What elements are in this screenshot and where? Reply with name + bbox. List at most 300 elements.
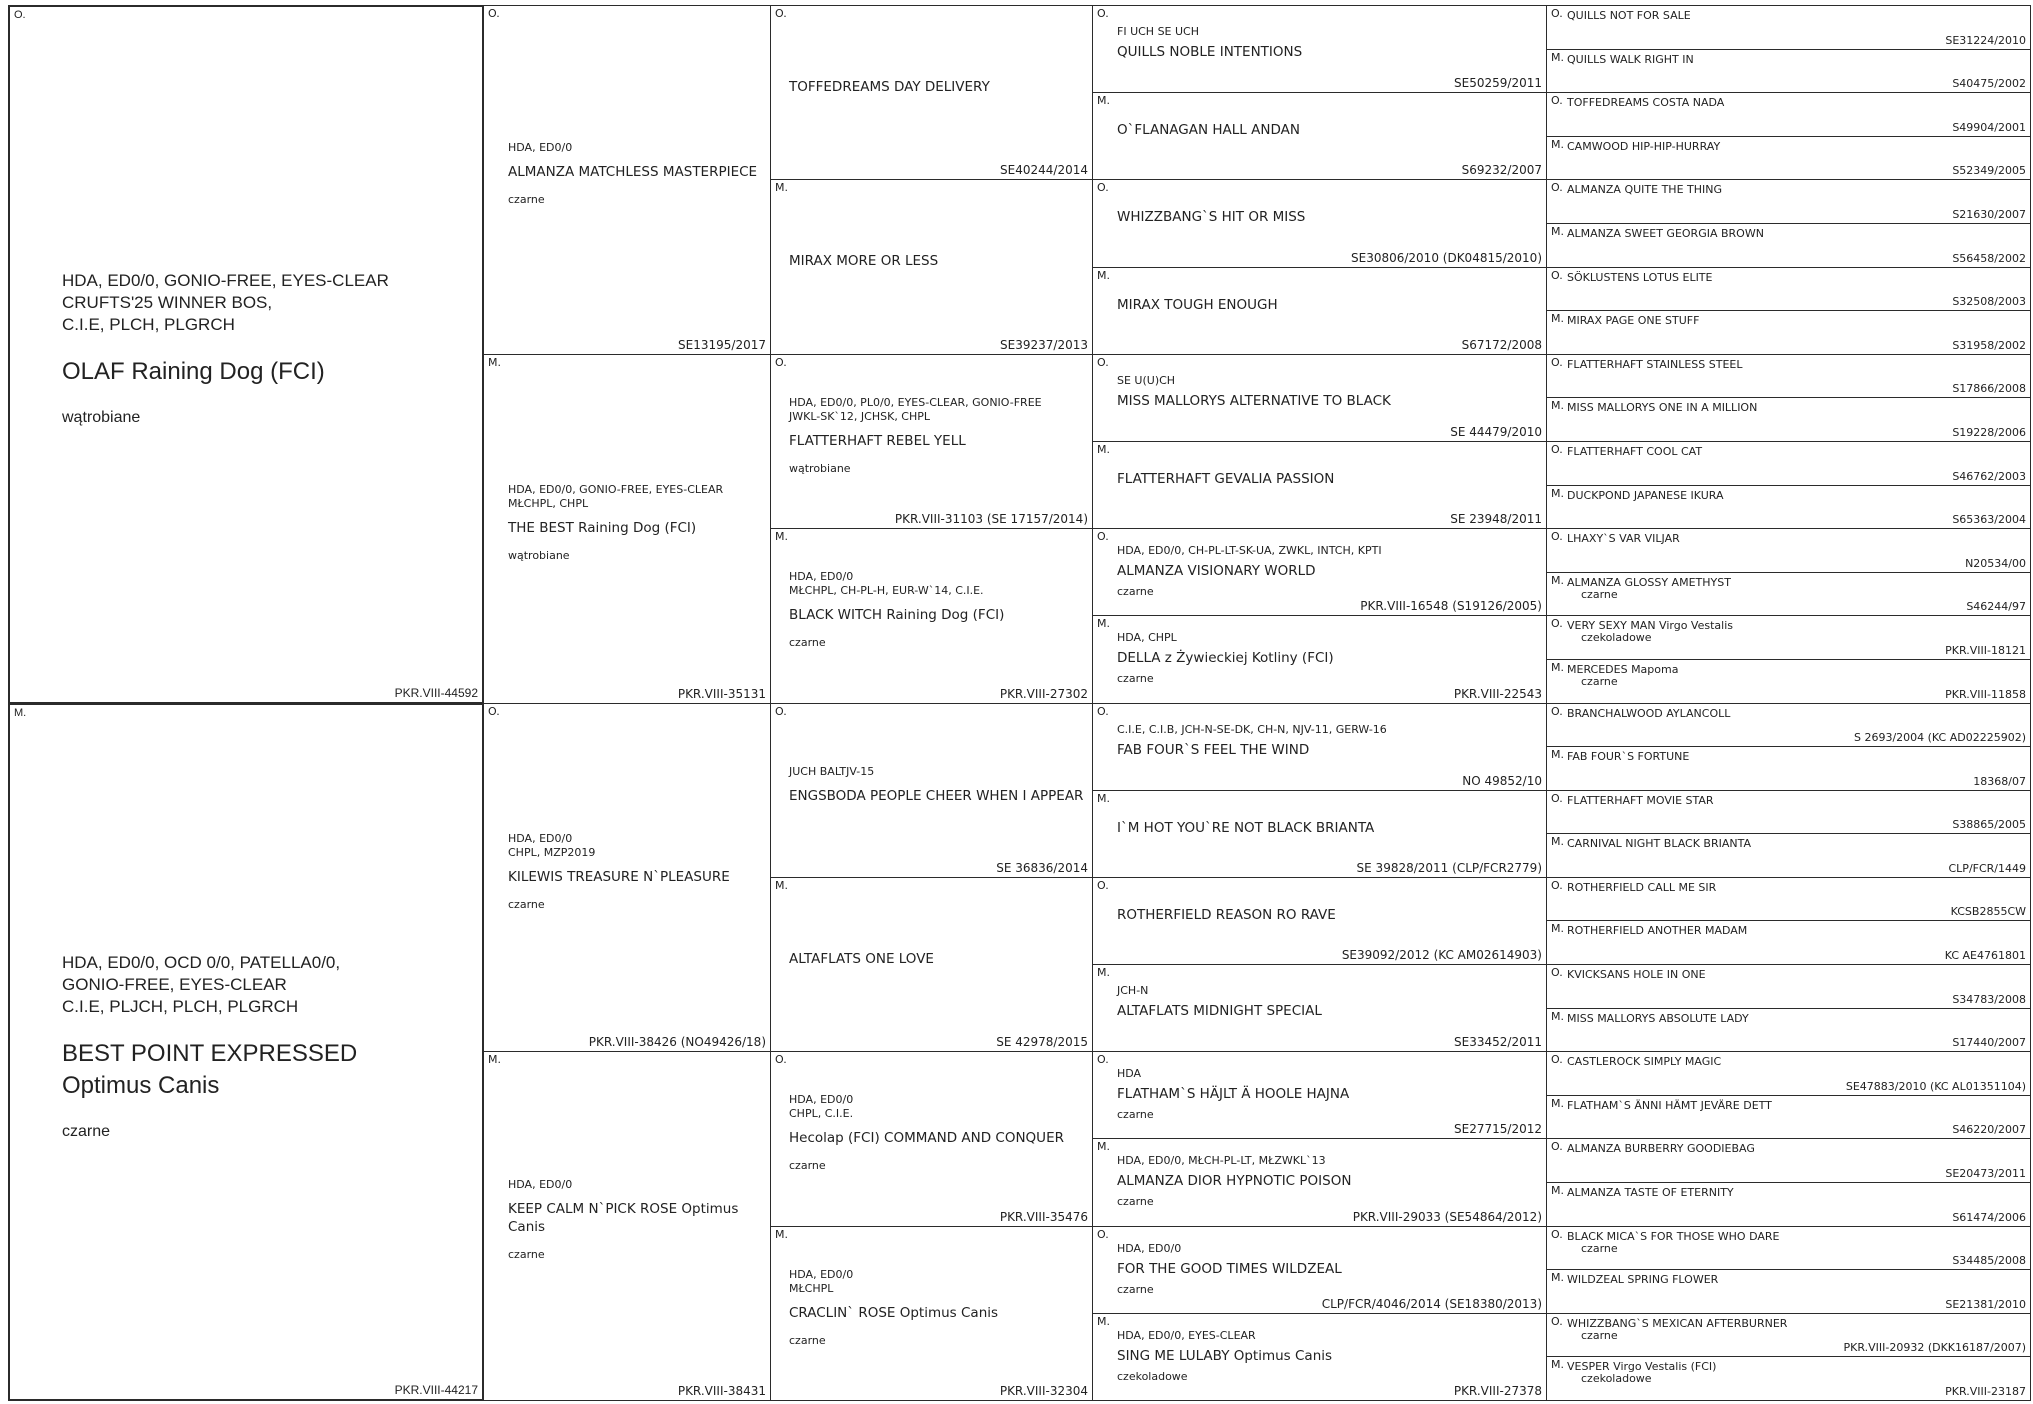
dog-info: [1567, 1012, 2024, 1025]
name-line: BEST POINT EXPRESSED: [62, 1039, 358, 1067]
name-line: SING ME LULABY Optimus Canis: [1117, 1347, 1333, 1364]
pedigree-cell-gen3: [770, 703, 1093, 878]
titles: [1117, 723, 1540, 737]
dog-info: [1117, 470, 1540, 488]
sex-marker: O.: [1097, 181, 1109, 195]
dog-info: [789, 1268, 1086, 1348]
sex-marker: O.: [775, 704, 787, 718]
title-line: FI UCH SE UCH: [1117, 25, 1200, 38]
registration-number: S19228/2006: [1952, 425, 2026, 439]
registration-number: SE31224/2010: [1945, 33, 2026, 47]
sex-marker: M.: [1551, 1096, 1564, 1110]
pedigree-cell-gen5: [1546, 615, 2031, 660]
dog-name: [1117, 208, 1540, 226]
coat-color: wątrobiane: [508, 548, 570, 562]
dog-name: VESPER Virgo Vestalis (FCI): [1567, 1360, 1717, 1374]
name-line: WHIZZBANG`S HIT OR MISS: [1117, 209, 1306, 226]
dog-info: [1117, 544, 1540, 599]
dog-info: [1117, 25, 1540, 61]
dog-info: [1117, 1154, 1540, 1209]
title-line: HDA, ED0/0, GONIO-FREE, EYES-CLEAR: [508, 482, 724, 496]
sex-marker: M.: [1097, 442, 1110, 456]
pedigree-cell-gen5: [1546, 1269, 2031, 1314]
pedigree-table: [8, 5, 2030, 1400]
pedigree-cell-gen5: [1546, 877, 2031, 922]
pedigree-cell-gen3: [770, 1051, 1093, 1226]
sex-marker: M.: [1551, 835, 1564, 849]
dog-info: [1567, 140, 2024, 153]
dog-name: [508, 1200, 764, 1236]
title-line: HDA, ED0/0, OCD 0/0, PATELLA0/0,: [62, 952, 341, 972]
titles: [1117, 1154, 1540, 1168]
title-line: HDA, ED0/0: [789, 1093, 854, 1107]
name-line: ALTAFLATS MIDNIGHT SPECIAL: [1117, 1003, 1322, 1020]
sex-marker: O.: [775, 1053, 787, 1067]
registration-number: S38865/2005: [1952, 818, 2026, 832]
registration-number: SE 36836/2014: [996, 860, 1088, 875]
dog-info: [789, 570, 1086, 650]
spacer: [789, 424, 1086, 432]
sex-marker: O.: [1551, 355, 1563, 369]
coat-color: wątrobiane: [62, 409, 141, 426]
title-line: HDA, ED0/0, GONIO-FREE, EYES-CLEAR: [62, 271, 389, 290]
dog-info: [62, 270, 476, 428]
dog-info: [1117, 1242, 1540, 1297]
registration-number: N20534/00: [1965, 556, 2026, 570]
title-line: HDA, ED0/0: [789, 570, 854, 584]
title-line: HDA, ED0/0: [508, 831, 573, 845]
dog-info: [1567, 271, 2024, 284]
sex-marker: O.: [1097, 355, 1109, 369]
registration-number: S67172/2008: [1461, 337, 1542, 352]
dog-info: [789, 252, 1086, 270]
name-line: FLATHAM`S HÄJLT Ä HOOLE HAJNA: [1117, 1086, 1350, 1103]
sex-marker: M.: [1097, 617, 1110, 631]
dog-name: ALMANZA BURBERRY GOODIEBAG: [1567, 1142, 1755, 1156]
dog-name: CASTLEROCK SIMPLY MAGIC: [1567, 1055, 1722, 1069]
registration-number: SE33452/2011: [1454, 1035, 1542, 1050]
dog-name: MISS MALLORYS ABSOLUTE LADY: [1567, 1011, 1749, 1025]
registration-number: PKR.VIII-31103 (SE 17157/2014): [894, 512, 1088, 527]
dog-info: [1117, 374, 1540, 410]
sex-marker: O.: [1551, 1227, 1563, 1241]
registration-number: PKR.VIII-27378: [1453, 1384, 1542, 1398]
dog-info: [1567, 227, 2024, 240]
pedigree-cell-gen4: [1092, 703, 1547, 791]
spacer: [62, 388, 476, 408]
spacer: [789, 598, 1086, 606]
dog-name: ROTHERFIELD ANOTHER MADAM: [1567, 924, 1748, 938]
dog-name: BRANCHALWOOD AYLANCOLL: [1567, 706, 1731, 720]
dog-name: KVICKSANS HOLE IN ONE: [1567, 968, 1706, 982]
dog-name: FLATTERHAFT MOVIE STAR: [1567, 793, 1714, 807]
sex-marker: O.: [1551, 878, 1563, 892]
coat-color: czarne: [1581, 1328, 1618, 1342]
dog-info: [1117, 906, 1540, 924]
dog-info: [789, 765, 1086, 805]
coat-color: czarne: [789, 636, 826, 650]
dog-info: [1567, 53, 2024, 66]
name-line: CRACLIN` ROSE Optimus Canis: [789, 1304, 999, 1321]
sex-marker: M.: [1551, 399, 1564, 413]
titles: [789, 396, 1086, 424]
sex-marker: M.: [1551, 486, 1564, 500]
dog-name: [789, 1304, 1086, 1322]
title-line: C.I.E, C.I.B, JCH-N-SE-DK, CH-N, NJV-11, GERW-16: [1117, 722, 1387, 736]
title-line: C.I.E, PLCH, PLGRCH: [62, 315, 235, 334]
registration-number: PKR.VIII-44217: [394, 1383, 478, 1397]
dog-name: ROTHERFIELD CALL ME SIR: [1567, 880, 1717, 894]
sex-marker: M.: [488, 1053, 501, 1067]
name-line: O`FLANAGAN HALL ANDAN: [1117, 122, 1300, 139]
title-line: HDA, ED0/0: [1117, 1241, 1182, 1255]
dog-info: [1117, 984, 1540, 1020]
spacer: [508, 181, 764, 193]
pedigree-cell-gen5: [1546, 703, 2031, 748]
titles: [1117, 631, 1540, 645]
registration-number: PKR.VIII-38431: [677, 1384, 766, 1398]
pedigree-cell-gen3: [770, 877, 1093, 1052]
registration-number: S69232/2007: [1461, 163, 1542, 178]
pedigree-cell-gen5: [1546, 179, 2031, 224]
dog-name: MERCEDES Mapoma: [1567, 662, 1679, 676]
dog-name: DUCKPOND JAPANESE IKURA: [1567, 488, 1724, 502]
dog-name: [1117, 1172, 1540, 1190]
title-line: HDA, ED0/0, EYES-CLEAR: [1117, 1328, 1256, 1342]
dog-name: [1117, 296, 1540, 314]
registration-number: SE 39828/2011 (CLP/FCR2779): [1356, 860, 1542, 875]
registration-number: PKR.VIII-38426 (NO49426/18): [588, 1035, 766, 1050]
registration-number: S46244/97: [1966, 600, 2026, 614]
dog-name: [1117, 470, 1540, 488]
coat-color: wątrobiane: [789, 461, 851, 475]
registration-number: S31958/2002: [1952, 338, 2026, 352]
sex-marker: M.: [1097, 1140, 1110, 1154]
dog-info: [1567, 1186, 2024, 1199]
name-line: THE BEST Raining Dog (FCI): [508, 519, 697, 536]
spacer: [62, 1018, 476, 1038]
title-line: HDA, CHPL: [1117, 631, 1177, 645]
dog-name: [789, 252, 1086, 270]
registration-number: S61474/2006: [1952, 1210, 2026, 1224]
coat-color: czarne: [508, 897, 545, 911]
name-line: ALMANZA VISIONARY WORLD: [1117, 563, 1316, 580]
sex-marker: M.: [1551, 50, 1564, 64]
spacer: [789, 779, 1086, 787]
titles: [789, 765, 1086, 779]
dog-name: BLACK MICA`S FOR THOSE WHO DARE: [1567, 1229, 1780, 1243]
name-line: FLATTERHAFT REBEL YELL: [789, 432, 966, 449]
pedigree-cell-gen3: [770, 528, 1093, 703]
name-line: DELLA z Żywieckiej Kotliny (FCI): [1117, 650, 1334, 667]
dog-info: [1567, 1099, 2024, 1112]
registration-number: PKR.VIII-16548 (S19126/2005): [1360, 599, 1542, 614]
dog-info: [1117, 1329, 1540, 1384]
sex-marker: O.: [1097, 530, 1109, 544]
sex-marker: M.: [1551, 1009, 1564, 1023]
dog-name: [1117, 649, 1540, 667]
sex-marker: O.: [1551, 7, 1563, 20]
sex-marker: O.: [1551, 1314, 1563, 1328]
sex-marker: O.: [1097, 704, 1109, 718]
dog-name: ALMANZA QUITE THE THING: [1567, 183, 1722, 197]
pedigree-cell-gen5: [1546, 136, 2031, 181]
dog-info: [1567, 750, 2024, 763]
coat-color: czarne: [789, 1333, 826, 1347]
spacer: [62, 336, 476, 356]
title-line: CRUFTS'25 WINNER BOS,: [62, 293, 273, 312]
dog-name: [1117, 43, 1540, 61]
dog-info: [1117, 121, 1540, 139]
coat-color: czarne: [62, 1122, 111, 1140]
name-line: MIRAX TOUGH ENOUGH: [1117, 296, 1278, 313]
sex-marker: M.: [1551, 224, 1564, 238]
dog-name: TOFFEDREAMS COSTA NADA: [1567, 96, 1725, 110]
dog-info: [1567, 794, 2024, 807]
sex-marker: O.: [1097, 1053, 1109, 1067]
pedigree-cell-gen2: [483, 354, 771, 704]
pedigree-cell-gen5: [1546, 746, 2031, 791]
dog-info: [1567, 1273, 2024, 1286]
dog-info: [508, 1178, 764, 1262]
pedigree-cell-gen5: [1546, 1095, 2031, 1140]
registration-number: PKR.VIII-32304: [999, 1384, 1088, 1398]
dog-name: [1117, 1002, 1540, 1020]
dog-info: [1567, 576, 2024, 601]
dog-info: [1117, 1067, 1540, 1122]
dog-info: [1567, 9, 2024, 22]
spacer: [508, 537, 764, 549]
name-line: BLACK WITCH Raining Dog (FCI): [789, 607, 1005, 624]
registration-number: PKR.VIII-35476: [999, 1209, 1088, 1224]
registration-number: S21630/2007: [1952, 207, 2026, 221]
sex-marker: O.: [1097, 7, 1109, 20]
pedigree-cell-gen5: [1546, 310, 2031, 355]
dog-info: [1567, 707, 2024, 720]
dog-name: CAMWOOD HIP-HIP-HURRAY: [1567, 139, 1721, 153]
spacer: [508, 1236, 764, 1248]
name-line: OLAF Raining Dog (FCI): [62, 358, 325, 385]
pedigree-cell-gen4: [1092, 1226, 1547, 1314]
dog-name: [62, 1038, 476, 1102]
sex-marker: O.: [1551, 1053, 1563, 1067]
registration-number: S49904/2001: [1952, 120, 2026, 134]
sex-marker: M.: [1551, 748, 1564, 762]
dog-info: [1567, 96, 2024, 109]
dog-info: [1567, 401, 2024, 414]
dog-info: [1567, 1230, 2024, 1255]
title-line: MŁCHPL, CH-PL-H, EUR-W`14, C.I.E.: [789, 584, 984, 598]
dog-name: [1117, 562, 1540, 580]
pedigree-cell-gen5: [1546, 49, 2031, 94]
title-line: HDA, ED0/0, MŁCH-PL-LT, MŁZWKL`13: [1117, 1154, 1326, 1168]
pedigree-cell-gen5: [1546, 833, 2031, 878]
dog-name: [789, 950, 1086, 968]
pedigree-cell-gen5: [1546, 92, 2031, 137]
sex-marker: O.: [1551, 181, 1563, 195]
dog-name: MISS MALLORYS ONE IN A MILLION: [1567, 401, 1758, 415]
pedigree-cell-gen3: [770, 179, 1093, 354]
sex-marker: M.: [1551, 922, 1564, 936]
dog-info: [1117, 296, 1540, 314]
pedigree-cell-gen5: [1546, 790, 2031, 835]
dog-name: [1117, 392, 1540, 410]
pedigree-cell-gen2: [483, 5, 771, 355]
registration-number: SE39092/2012 (KC AM02614903): [1341, 948, 1542, 963]
coat-color: czarne: [1581, 1241, 1618, 1255]
sex-marker: M.: [1551, 660, 1564, 674]
pedigree-cell-gen2: [483, 703, 771, 1053]
spacer: [789, 624, 1086, 636]
titles: [1117, 1242, 1540, 1256]
registration-number: SE39237/2013: [1000, 337, 1088, 352]
titles: [508, 483, 764, 511]
sex-marker: O.: [1551, 530, 1563, 544]
titles: [789, 1268, 1086, 1296]
pedigree-cell-gen4: [1092, 179, 1547, 267]
pedigree-cell-gen5: [1546, 964, 2031, 1009]
title-line: JWKL-SK`12, JCHSK, CHPL: [789, 409, 931, 423]
pedigree-cell-gen2: [483, 1051, 771, 1401]
name-line: ENGSBODA PEOPLE CHEER WHEN I APPEAR: [789, 787, 1084, 804]
sex-marker: O.: [775, 7, 787, 20]
coat-color: czarne: [1117, 672, 1154, 686]
registration-number: PKR.VIII-11858: [1945, 687, 2026, 701]
name-line: Canis: [508, 1219, 546, 1236]
dog-name: [508, 163, 764, 181]
pedigree-cell-gen3: [770, 5, 1093, 180]
registration-number: S52349/2005: [1952, 164, 2026, 178]
dog-info: [1567, 532, 2024, 545]
sex-marker: O.: [1551, 966, 1563, 980]
sex-marker: M.: [1551, 1271, 1564, 1285]
registration-number: SE27715/2012: [1454, 1122, 1542, 1137]
pedigree-cell-gen4: [1092, 92, 1547, 180]
sex-marker: M.: [14, 706, 27, 719]
coat-color: czarne: [1581, 587, 1618, 601]
sex-marker: O.: [488, 7, 500, 20]
name-line: Hecolap (FCI) COMMAND AND CONQUER: [789, 1130, 1064, 1147]
name-line: ALTAFLATS ONE LOVE: [789, 950, 934, 967]
registration-number: SE 44479/2010: [1450, 424, 1542, 439]
dog-info: [508, 832, 764, 912]
registration-number: SE13195/2017: [678, 337, 766, 352]
sex-marker: O.: [1551, 268, 1563, 282]
dog-name: [1117, 1347, 1540, 1365]
coat-color: czarne: [1117, 585, 1154, 599]
dog-info: [1567, 881, 2024, 894]
pedigree-cell-gen4: [1092, 790, 1547, 878]
pedigree-cell-gen4: [1092, 354, 1547, 442]
sex-marker: O.: [1551, 791, 1563, 805]
sex-marker: M.: [775, 181, 788, 195]
dog-name: WHIZZBANG`S MEXICAN AFTERBURNER: [1567, 1316, 1788, 1330]
sex-marker: O.: [1551, 617, 1563, 631]
pedigree-cell-gen4: [1092, 615, 1547, 703]
spacer: [62, 1102, 476, 1122]
sex-marker: M.: [1097, 791, 1110, 805]
pedigree-cell-gen4: [1092, 1313, 1547, 1401]
pedigree-cell-gen5: [1546, 223, 2031, 268]
registration-number: PKR.VIII-44592: [394, 685, 478, 700]
titles: [1117, 984, 1540, 998]
pedigree-cell-gen5: [1546, 920, 2031, 965]
registration-number: S34485/2008: [1952, 1254, 2026, 1268]
registration-number: KCSB2855CW: [1950, 905, 2026, 919]
spacer: [789, 1296, 1086, 1304]
sex-marker: O.: [1551, 442, 1563, 456]
pedigree-cell-gen5: [1546, 267, 2031, 312]
dog-name: [789, 606, 1086, 624]
dog-info: [1567, 358, 2024, 371]
registration-number: S65363/2004: [1952, 513, 2026, 527]
sex-marker: O.: [1097, 878, 1109, 892]
name-line: ALMANZA DIOR HYPNOTIC POISON: [1117, 1173, 1352, 1190]
dog-name: [1117, 1085, 1540, 1103]
pedigree-cell-gen4: [1092, 267, 1547, 355]
pedigree-cell-gen4: [1092, 877, 1547, 965]
dog-info: [1567, 314, 2024, 327]
registration-number: CLP/FCR/4046/2014 (SE18380/2013): [1321, 1296, 1542, 1311]
pedigree-cell-gen5: [1546, 5, 2031, 50]
sex-marker: M.: [1551, 312, 1564, 326]
titles: [1117, 544, 1540, 558]
spacer: [789, 1121, 1086, 1129]
name-line: ALMANZA MATCHLESS MASTERPIECE: [508, 164, 758, 180]
name-line: MISS MALLORYS ALTERNATIVE TO BLACK: [1117, 392, 1391, 409]
coat-color: czarne: [508, 193, 545, 206]
name-line: QUILLS NOBLE INTENTIONS: [1117, 44, 1303, 60]
dog-info: [1117, 631, 1540, 686]
titles: [508, 832, 764, 860]
dog-name: [1117, 741, 1540, 759]
name-line: FAB FOUR`S FEEL THE WIND: [1117, 741, 1310, 758]
sex-marker: M.: [1097, 1314, 1110, 1328]
title-line: MŁCHPL: [789, 1281, 834, 1295]
pedigree-cell-gen5: [1546, 572, 2031, 617]
registration-number: PKR.VIII-35131: [677, 686, 766, 701]
registration-number: S56458/2002: [1952, 251, 2026, 265]
registration-number: S32508/2003: [1952, 295, 2026, 309]
dog-name: [508, 519, 764, 537]
pedigree-cell-gen5: [1546, 1008, 2031, 1053]
dog-name: ALMANZA GLOSSY AMETHYST: [1567, 575, 1731, 589]
sex-marker: O.: [1097, 1227, 1109, 1241]
coat-color: czarne: [508, 1248, 545, 1262]
title-line: HDA, ED0/0: [508, 141, 573, 154]
registration-number: S17440/2007: [1952, 1036, 2026, 1050]
titles: [789, 1093, 1086, 1121]
title-line: JCH-N: [1117, 984, 1149, 998]
dog-name: [789, 78, 1086, 96]
title-line: CHPL, MZP2019: [508, 845, 596, 859]
dog-name: ALMANZA SWEET GEORGIA BROWN: [1567, 226, 1764, 240]
name-line: I`M HOT YOU`RE NOT BLACK BRIANTA: [1117, 819, 1375, 836]
spacer: [508, 155, 764, 163]
spacer: [508, 511, 764, 519]
sex-marker: O.: [14, 9, 26, 21]
sex-marker: M.: [775, 1227, 788, 1241]
dog-info: [1567, 924, 2024, 937]
sex-marker: M.: [775, 878, 788, 892]
coat-color: czarne: [1117, 1108, 1154, 1122]
dog-info: [789, 396, 1086, 476]
pedigree-cell-gen5: [1546, 1138, 2031, 1183]
name-line: MIRAX MORE OR LESS: [789, 253, 939, 270]
pedigree-cell-gen5: [1546, 528, 2031, 573]
registration-number: CLP/FCR/1449: [1948, 861, 2026, 875]
dog-info: [62, 952, 476, 1142]
